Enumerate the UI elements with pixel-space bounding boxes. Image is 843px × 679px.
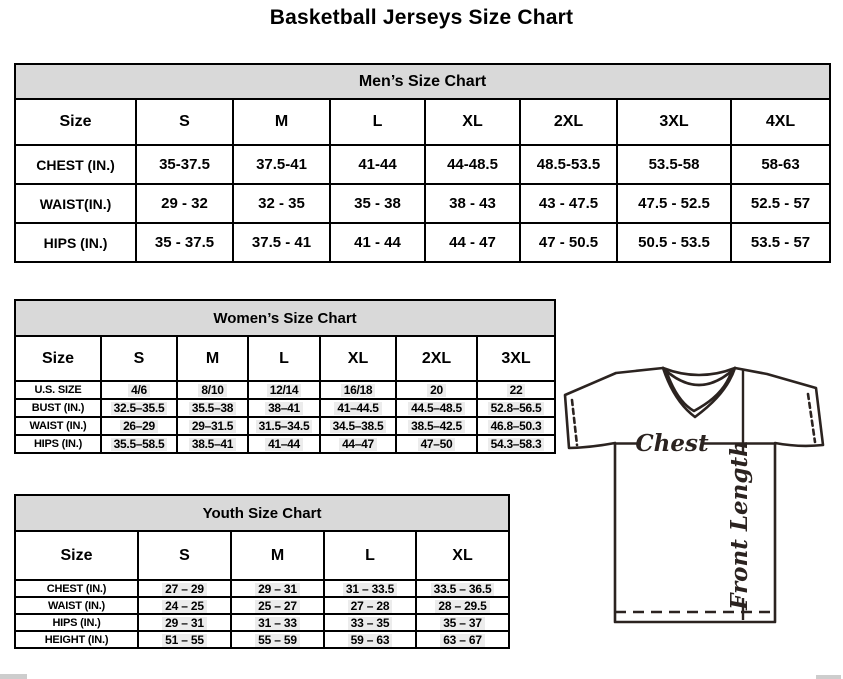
size-value-cell: 50.5 - 53.5 xyxy=(617,223,731,262)
size-value-cell: 55 – 59 xyxy=(231,631,324,648)
row-label: U.S. SIZE xyxy=(15,381,101,399)
size-value-cell: 37.5 - 41 xyxy=(233,223,330,262)
youth-table-caption-row xyxy=(15,495,509,531)
size-value-cell: 35.5–38 xyxy=(177,399,248,417)
table-row xyxy=(15,417,555,435)
size-value-cell: 44-48.5 xyxy=(425,145,520,184)
size-value-cell: 29 - 32 xyxy=(136,184,233,223)
size-value-cell: 35.5–58.5 xyxy=(101,435,177,453)
size-value-cell: 41-44 xyxy=(330,145,425,184)
table-row xyxy=(15,435,555,453)
row-label: HIPS (IN.) xyxy=(15,614,138,631)
row-label: CHEST (IN.) xyxy=(15,145,136,184)
size-value-cell: 29 – 31 xyxy=(138,614,231,631)
bottom-left-fragment xyxy=(0,674,27,679)
row-label: WAIST (IN.) xyxy=(15,597,138,614)
size-value-cell: 51 – 55 xyxy=(138,631,231,648)
size-value-cell: 12/14 xyxy=(248,381,320,399)
size-value-cell: 24 – 25 xyxy=(138,597,231,614)
row-label: HIPS (IN.) xyxy=(15,223,136,262)
size-value-cell: 35 - 37.5 xyxy=(136,223,233,262)
womens-size-table xyxy=(14,299,556,454)
row-label: WAIST (IN.) xyxy=(15,417,101,435)
column-header: M xyxy=(231,531,324,580)
row-label: WAIST(IN.) xyxy=(15,184,136,223)
youth-size-table xyxy=(14,494,510,649)
size-value-cell: 58-63 xyxy=(731,145,830,184)
table-row xyxy=(15,381,555,399)
size-value-cell: 28 – 29.5 xyxy=(416,597,509,614)
size-value-cell: 31 – 33.5 xyxy=(324,580,416,597)
womens-table-title: Women’s Size Chart xyxy=(15,300,555,336)
size-value-cell: 33 – 35 xyxy=(324,614,416,631)
size-value-cell: 37.5-41 xyxy=(233,145,330,184)
size-value-cell: 27 – 28 xyxy=(324,597,416,614)
size-value-cell: 35 – 37 xyxy=(416,614,509,631)
size-value-cell: 31.5–34.5 xyxy=(248,417,320,435)
size-value-cell: 41–44.5 xyxy=(320,399,396,417)
size-value-cell: 44–47 xyxy=(320,435,396,453)
column-header: S xyxy=(136,99,233,145)
column-header: 3XL xyxy=(477,336,555,381)
chest-label: Chest xyxy=(635,430,709,457)
table-row xyxy=(15,145,830,184)
youth-column-header-row xyxy=(15,531,509,580)
front-length-label: Front Length xyxy=(726,440,753,610)
size-value-cell: 8/10 xyxy=(177,381,248,399)
womens-column-header-row xyxy=(15,336,555,381)
column-header: 3XL xyxy=(617,99,731,145)
size-value-cell: 25 – 27 xyxy=(231,597,324,614)
size-value-cell: 35-37.5 xyxy=(136,145,233,184)
column-header: M xyxy=(233,99,330,145)
table-row xyxy=(15,399,555,417)
size-value-cell: 4/6 xyxy=(101,381,177,399)
column-header: 2XL xyxy=(396,336,477,381)
size-value-cell: 32.5–35.5 xyxy=(101,399,177,417)
size-value-cell: 47.5 - 52.5 xyxy=(617,184,731,223)
size-value-cell: 32 - 35 xyxy=(233,184,330,223)
jersey-diagram xyxy=(553,355,843,630)
page-title: Basketball Jerseys Size Chart xyxy=(269,6,574,29)
youth-table-title: Youth Size Chart xyxy=(15,495,509,531)
column-header: XL xyxy=(320,336,396,381)
column-header: 4XL xyxy=(731,99,830,145)
row-label: HIPS (IN.) xyxy=(15,435,101,453)
column-header: M xyxy=(177,336,248,381)
size-value-cell: 29 – 31 xyxy=(231,580,324,597)
size-value-cell: 31 – 33 xyxy=(231,614,324,631)
table-row xyxy=(15,223,830,262)
size-value-cell: 44.5–48.5 xyxy=(396,399,477,417)
left-cuff-seam-dashed xyxy=(572,400,577,445)
size-value-cell: 41 - 44 xyxy=(330,223,425,262)
size-value-cell: 46.8–50.3 xyxy=(477,417,555,435)
size-value-cell: 16/18 xyxy=(320,381,396,399)
size-value-cell: 38.5–41 xyxy=(177,435,248,453)
size-value-cell: 38 - 43 xyxy=(425,184,520,223)
jersey-outline xyxy=(565,368,823,622)
size-value-cell: 53.5 - 57 xyxy=(731,223,830,262)
row-label: CHEST (IN.) xyxy=(15,580,138,597)
table-row xyxy=(15,614,509,631)
column-header: XL xyxy=(425,99,520,145)
size-value-cell: 52.8–56.5 xyxy=(477,399,555,417)
size-value-cell: 47–50 xyxy=(396,435,477,453)
size-value-cell: 35 - 38 xyxy=(330,184,425,223)
size-value-cell: 33.5 – 36.5 xyxy=(416,580,509,597)
size-value-cell: 63 – 67 xyxy=(416,631,509,648)
mens-table-caption-row xyxy=(15,64,830,99)
size-value-cell: 29–31.5 xyxy=(177,417,248,435)
mens-table-title: Men’s Size Chart xyxy=(15,64,830,99)
size-value-cell: 27 – 29 xyxy=(138,580,231,597)
size-value-cell: 22 xyxy=(477,381,555,399)
size-value-cell: 38.5–42.5 xyxy=(396,417,477,435)
column-header: Size xyxy=(15,531,138,580)
column-header: 2XL xyxy=(520,99,617,145)
right-cuff-seam-dashed xyxy=(808,394,815,442)
size-value-cell: 48.5-53.5 xyxy=(520,145,617,184)
collar-back-curve xyxy=(663,368,735,375)
size-value-cell: 53.5-58 xyxy=(617,145,731,184)
size-value-cell: 20 xyxy=(396,381,477,399)
size-value-cell: 38–41 xyxy=(248,399,320,417)
table-row xyxy=(15,631,509,648)
column-header: L xyxy=(248,336,320,381)
row-label: BUST (IN.) xyxy=(15,399,101,417)
size-value-cell: 59 – 63 xyxy=(324,631,416,648)
column-header: L xyxy=(330,99,425,145)
mens-size-table xyxy=(14,63,831,263)
column-header: XL xyxy=(416,531,509,580)
column-header: S xyxy=(101,336,177,381)
column-header: Size xyxy=(15,99,136,145)
table-row xyxy=(15,184,830,223)
column-header: Size xyxy=(15,336,101,381)
size-value-cell: 41–44 xyxy=(248,435,320,453)
womens-table-caption-row xyxy=(15,300,555,336)
column-header: S xyxy=(138,531,231,580)
column-header: L xyxy=(324,531,416,580)
size-value-cell: 26–29 xyxy=(101,417,177,435)
mens-column-header-row xyxy=(15,99,830,145)
size-value-cell: 54.3–58.3 xyxy=(477,435,555,453)
table-row xyxy=(15,580,509,597)
bottom-right-fragment xyxy=(816,675,841,679)
table-row xyxy=(15,597,509,614)
size-value-cell: 43 - 47.5 xyxy=(520,184,617,223)
size-value-cell: 44 - 47 xyxy=(425,223,520,262)
size-value-cell: 47 - 50.5 xyxy=(520,223,617,262)
size-value-cell: 34.5–38.5 xyxy=(320,417,396,435)
row-label: HEIGHT (IN.) xyxy=(15,631,138,648)
size-value-cell: 52.5 - 57 xyxy=(731,184,830,223)
